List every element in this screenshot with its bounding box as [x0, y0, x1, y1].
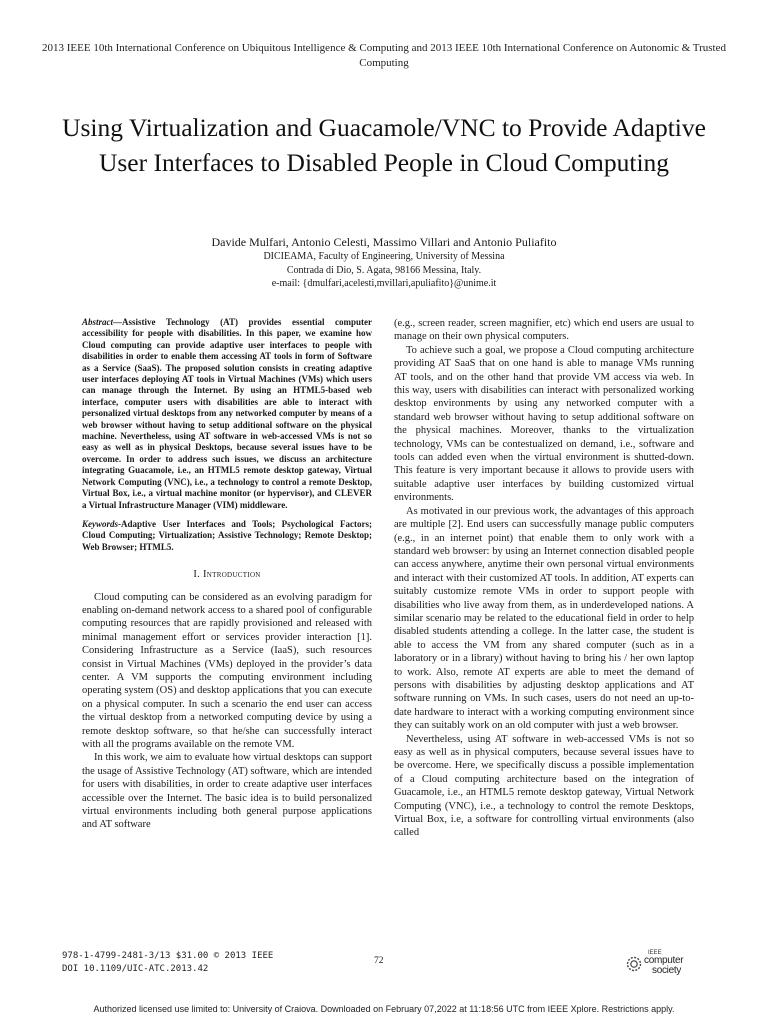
right-column — [394, 317, 694, 840]
footer-publication-info — [62, 950, 273, 976]
section-number: I. — [193, 569, 201, 581]
isbn-line: 978-1-4799-2481-3/13 $31.00 © 2013 IEEE — [62, 951, 274, 961]
abstract-label: Abstract — [82, 317, 114, 327]
paragraph: In this work, we aim to evaluate how virtual desktops can support the usage of Assistive Technology (AT) software, which are intended for users with disabilities, in order to create adaptive user interfaces accessible over the Internet. The basic idea is to build personalized virtual environments including both general purpose applications and AT software — [82, 752, 372, 831]
keywords-label: Keywords — [82, 518, 118, 529]
paragraph: (e.g., screen reader, screen magnifier, etc) which end users are usual to manage on their own physical computers. — [394, 318, 694, 343]
left-column — [82, 317, 372, 832]
society-logo-icon — [626, 956, 642, 972]
page-number: 72 — [374, 956, 384, 966]
logo-computer-text: computer — [644, 955, 684, 966]
paper-authors: Davide Mulfari, Antonio Celesti, Massimo Villari and Antonio Puliafito — [211, 235, 557, 249]
paper-title: Using Virtualization and Guacamole/VNC to Provide Adaptive User Interfaces to Disabled People in Cloud Computing — [62, 113, 706, 177]
abstract — [82, 317, 372, 511]
paragraph: Nevertheless, using AT software in web-accessed VMs is not so easy as well as in physical computers, because several issues have to be overcome. Here, we specifically discuss a possible implementation of a Cloud computing architecture based on the integration of Guacamole, i.e., an HTML5 remote desktop gateway, Virtual Network Computing (VNC), i.e., a technology to control the remote Desktops, Virtual Box, i.e, a software for controlling virtual environments (also called — [394, 733, 694, 839]
keywords — [82, 519, 372, 553]
doi-line: DOI 10.1109/UIC-ATC.2013.42 — [62, 964, 209, 974]
logo-society-text: society — [652, 965, 682, 976]
section-heading — [82, 568, 372, 581]
conference-header: 2013 IEEE 10th International Conference on Ubiquitous Intelligence & Computing and 2013 IEEE 10th International Conference on Autonomic & Trusted Computing — [42, 42, 726, 69]
paragraph: Cloud computing can be considered as an evolving paradigm for enabling on-demand network access to a shared pool of configurable computing resources that are rapidly provisioned and released with minimal management effort or services provider interaction [1]. Considering Infrastructure as a Service (IaaS), such resources consist in Virtual Machines (VMs) deployed in the provider’s data center. A VM supports the computing environment including operating system (OS) and desktop applications that you can execute on a physical computer. In such a scenario the end user can access the virtual desktop from a networked computing device by using a remote desktop software, so that he/she can successfully interact with all the programs available on the remote VM. — [82, 591, 372, 750]
section-title: Introduction — [203, 569, 261, 581]
computer-society-logo — [626, 950, 706, 980]
affiliation-line: DICIEAMA, Faculty of Engineering, University of Messina — [263, 251, 505, 262]
paragraph: To achieve such a goal, we propose a Cloud computing architecture providing AT SaaS that on one hand is able to manage VMs running AT tools, and on the other hand that provide VM access via web. In this way, users with disabilities can interact with personalized working desktop environments by using any networked computer with a standard web browser without having to setup additional software on the physical machines. Moreover, thanks to the virtualization technology, VMs can be contestualized on demand, i.e., software and tools can added even when the virtual environment is shutted-down. This feature is very important because it allows to provide users with suitable adaptive user interfaces by building customized virtual environments. — [394, 344, 694, 504]
affiliation — [60, 250, 708, 291]
logo-ieee-text: IEEE — [648, 950, 662, 956]
affiliation-line: Contrada di Dio, S. Agata, 98166 Messina, Italy. — [286, 264, 482, 276]
abstract-text: —Assistive Technology (AT) provides essential computer accessibility for people with disabilities. In this paper, we examine how Cloud computing can provide adaptive user interfaces to people with disabilities in order to enable them accessing AT tools in form of Software as a Service (SaaS). The proposed solution consists in creating adaptive user interfaces deploying AT tools in Virtual Machines (VMs) which users can manage through the Internet. By using an HTML5-based web interface, computer users with disabilities are able to interact with personalized virtual desktops from any networked computer by means of a web browser without having to setup additional software on the physical machine. Nevertheless, using AT software in web-accessed VMs is not so easy as well as in physical Desktops, because several issues have to be overcome. In order to address such issues, we discuss an architecture integrating Guacamole, i.e., an HTML5 remote desktop gateway, Virtual Network Computing (VNC), i.e., a technology to control a remote Desktop, Virtual Box, i.e., a virtual machine monitor (or hypervisor), and CLEVER a Virtual Infrastructure Manager (VIM) middleware. — [82, 317, 372, 510]
affiliation-email: e-mail: {dmulfari,acelesti,mvillari,apuliafito}@unime.it — [271, 278, 497, 289]
paragraph: As motivated in our previous work, the advantages of this approach are multiple [2]. End users can successfully manage public computers (e.g., in an internet point) that enable them to only work with a standard web browser: by using an Internet connection disabled people can access anywhere, anytime their own personal virtual environments and interact with their customized AT tools. In addition, AT experts can suitably customize remote VMs in order to support people with disabilities who live away from them, as in underdeveloped nations. A similar scenario may be related to the educational field in order to help disabled students attending a college. In the latter case, the student is able to access the VM from any shared computer (such as in a laboratory or in a library) without having to bring his / her own laptop to work. Also, remote AT experts are able to meet the demand of persons with disabilities by adjusting desktop applications and AT software running on VMs. In such cases, users do not need an up-to-date hardware to interact with a working computing environment since they can suitably work on an old computer with just a web browser. — [394, 505, 694, 732]
keywords-text: -Adaptive User Interfaces and Tools; Psychological Factors; Cloud Computing; Virtualization; Assistive Technology; Remote Desktop; Web Browser; HTML5. — [82, 518, 372, 552]
authorized-use-notice: Authorized licensed use limited to: University of Craiova. Downloaded on February 07,2022 at 11:18:56 UTC from IEEE Xplore. Restrictions apply. — [93, 1004, 675, 1014]
